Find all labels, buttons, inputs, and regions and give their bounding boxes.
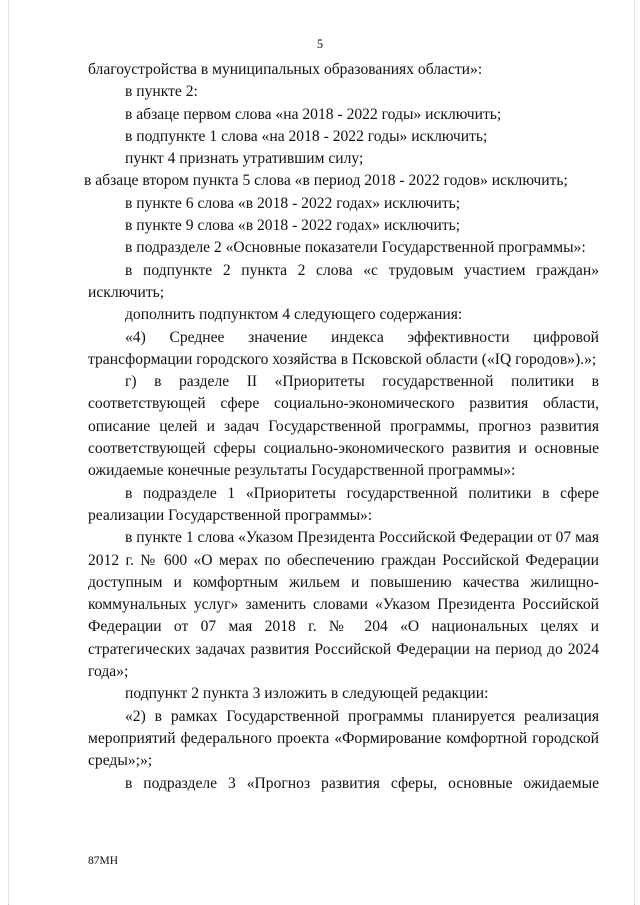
paragraph: в пункте 1 слова «Указом Президента Российской Федерации от 07 мая 2012 г. № 600 «О мерах по обеспечению граждан Российской Федерации доступным и комфортным жильем и повышению качества жилищно-коммунальных услуг» заменить словами «Указом Президента Российской Федерации от 07 мая 2018 г. № 204 «О национальных целях и стратегических задачах развития Российской Федерации на период до 2024 года»;: [88, 529, 599, 681]
document-code: 87МН: [88, 855, 119, 867]
paragraph: пункт 4 признать утратившим силу;: [125, 150, 364, 168]
paragraph: в подразделе 1 «Приоритеты государственной политики в сфере реализации Государственной программы»:: [88, 484, 599, 524]
paragraph: в пункте 6 слова «в 2018 - 2022 годах» исключить;: [125, 194, 461, 212]
paragraph: в абзаце втором пункта 5 слова «в период 2018 - 2022 годов» исключить;: [84, 172, 568, 190]
paragraph: в пункте 9 слова «в 2018 - 2022 годах» исключить;: [125, 217, 461, 235]
paragraph: в абзаце первом слова «на 2018 - 2022 годы» исключить;: [125, 105, 502, 123]
paragraph: в подразделе 2 «Основные показатели Государственной программы»:: [125, 239, 586, 257]
paragraph: г) в разделе II «Приоритеты государственной политики в соответствующей сфере социально-экономического развития области, описание целей и задач Государственной программы, прогноз развития соответствующей сферы социально-экономического развития и основные ожидаемые конечные результаты Государственной программы»:: [88, 373, 599, 480]
paragraph: в пункте 2:: [125, 83, 198, 101]
paragraph: дополнить подпунктом 4 следующего содержания:: [125, 306, 463, 324]
scan-edge-left: [8, 0, 10, 905]
paragraph: в подпункте 1 слова «на 2018 - 2022 годы» исключить;: [125, 127, 488, 145]
paragraph: «2) в рамках Государственной программы планируется реализация мероприятий федерального проекта «Формирование комфортной городской среды»;»;: [88, 707, 599, 770]
paragraph: в подпункте 2 пункта 2 слова «с трудовым участием граждан» исключить;: [88, 261, 599, 301]
paragraph-continuation: благоустройства в муниципальных образованиях области»:: [88, 61, 483, 78]
paragraph-truncated: в подразделе 3 «Прогноз развития сферы, основные ожидаемые: [125, 774, 599, 792]
paragraph: подпункт 2 пункта 3 изложить в следующей редакции:: [125, 685, 489, 703]
document-body: [84, 59, 599, 795]
paragraph: «4) Среднее значение индекса эффективности цифровой трансформации городского хозяйства в Псковской области («IQ городов»).»;: [88, 328, 599, 368]
scan-edge-right: [634, 0, 636, 905]
page-number: 5: [316, 37, 324, 51]
